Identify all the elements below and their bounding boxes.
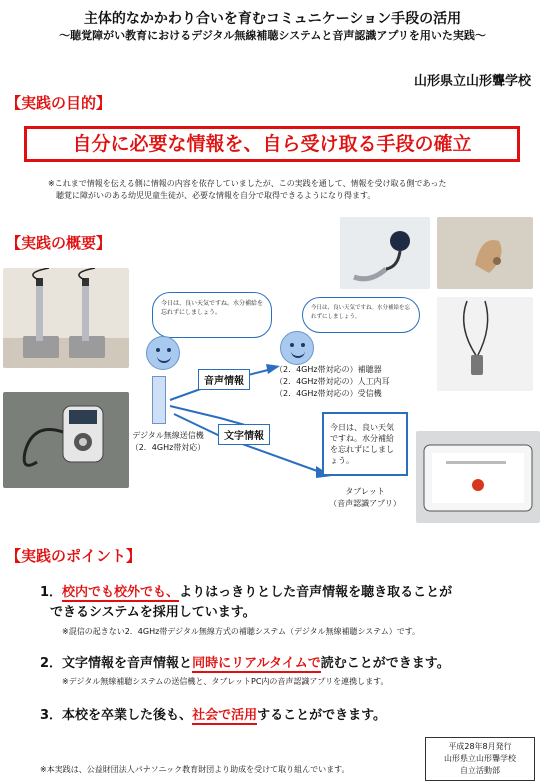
school-name: 山形県立山形聾学校: [413, 74, 531, 89]
device-item: （2．4GHz帯対応の）補聴器: [275, 365, 382, 374]
footer-note: ※本実践は、公益財団法人パナソニック教育財団より助成を受けて取り組んでいます。: [40, 765, 350, 774]
point-1-note: ※混信の起きない2．4GHz帯デジタル無線方式の補聴システム（デジタル無線補聴システム）です。: [62, 627, 421, 636]
tablet-label-sub: （音声認識アプリ）: [329, 499, 401, 508]
overview-heading: 【実践の概要】: [6, 234, 112, 252]
transmitter-charger-photo: [3, 268, 129, 368]
point-2-text-b: 読むことができます。: [320, 656, 450, 671]
issue-info-box: [425, 737, 535, 781]
device-list: [275, 364, 390, 400]
device-item: （2．4GHz帯対応の）人工内耳: [275, 377, 390, 386]
points-heading: 【実践のポイント】: [6, 547, 142, 565]
point-2-text-a: 文字情報を音声情報と: [62, 656, 193, 671]
transmitter-label-text: デジタル無線送信機: [132, 431, 204, 440]
point-2: [40, 655, 450, 673]
purpose-note-2: 聴覚に障がいのある幼児児童生徒が、必要な情報を自分で取得できるようになり得ます。: [56, 191, 376, 200]
point-2-number: 2．: [40, 656, 63, 671]
goal-box: 自分に必要な情報を、自ら受け取る手段の確立: [24, 126, 520, 162]
point-3-text-a: 本校を卒業した後も、: [62, 708, 193, 723]
point-3: [40, 707, 386, 725]
purpose-heading: 【実践の目的】: [6, 94, 112, 112]
speech-bubble-received: 今日は、良い天気ですね。水分補給を忘れずにしましょう。: [302, 297, 420, 333]
point-2-note: ※デジタル無線補聴システムの送信機と、タブレットPC内の音声認識アプリを連携します。: [62, 677, 389, 686]
tablet-screen-box: 今日は、良い天気ですね。水分補給を忘れずにしましょう。: [322, 412, 408, 476]
issue-department: 自立活動部: [460, 766, 500, 775]
page-subtitle: ～聴覚障がい教育におけるデジタル無線補聴システムと音声認識アプリを用いた実践～: [59, 29, 486, 42]
point-2-highlight: 同時にリアルタイムで: [192, 656, 321, 671]
neck-receiver-photo: [437, 297, 533, 391]
purpose-note-1: ※これまで情報を伝える側に情報の内容を依存していましたが、この実践を通して、情報を受け取る側であった: [48, 179, 447, 188]
device-item: （2．4GHz帯対応の）受信機: [275, 389, 382, 398]
point-1: [40, 584, 452, 602]
speech-bubble-teacher: 今日は、良い天気ですね。水分補給を忘れずにしましょう。: [152, 292, 272, 338]
transmitter-label: [128, 430, 208, 454]
issue-date: 平成28年8月発行: [448, 742, 512, 751]
tablet-label: [322, 486, 408, 510]
issue-school: 山形県立山形聾学校: [444, 754, 516, 763]
tablet-label-text: タブレット: [345, 487, 385, 496]
point-1-highlight: 校内でも校外でも、: [62, 585, 180, 600]
tablet-photo: [416, 431, 540, 523]
receiver-photo: [3, 392, 129, 488]
point-1-line2: できるシステムを採用しています。: [50, 605, 256, 620]
point-1-number: 1．: [40, 585, 63, 600]
audio-info-label: 音声情報: [198, 369, 250, 390]
point-3-highlight: 社会で活用: [192, 708, 258, 723]
page-title: 主体的なかかわり合いを育むコミュニケーション手段の活用: [83, 11, 462, 27]
point-3-text-b: することができます。: [257, 708, 387, 723]
point-1-text: よりはっきりとした音声情報を聴き取ることが: [179, 585, 453, 600]
hearing-aid-photo: [340, 217, 430, 289]
transmitter-label-sub: （2．4GHz帯対応）: [130, 443, 206, 452]
point-3-number: 3．: [40, 708, 63, 723]
cochlear-implant-photo: [437, 217, 533, 289]
text-info-label: 文字情報: [218, 424, 270, 445]
